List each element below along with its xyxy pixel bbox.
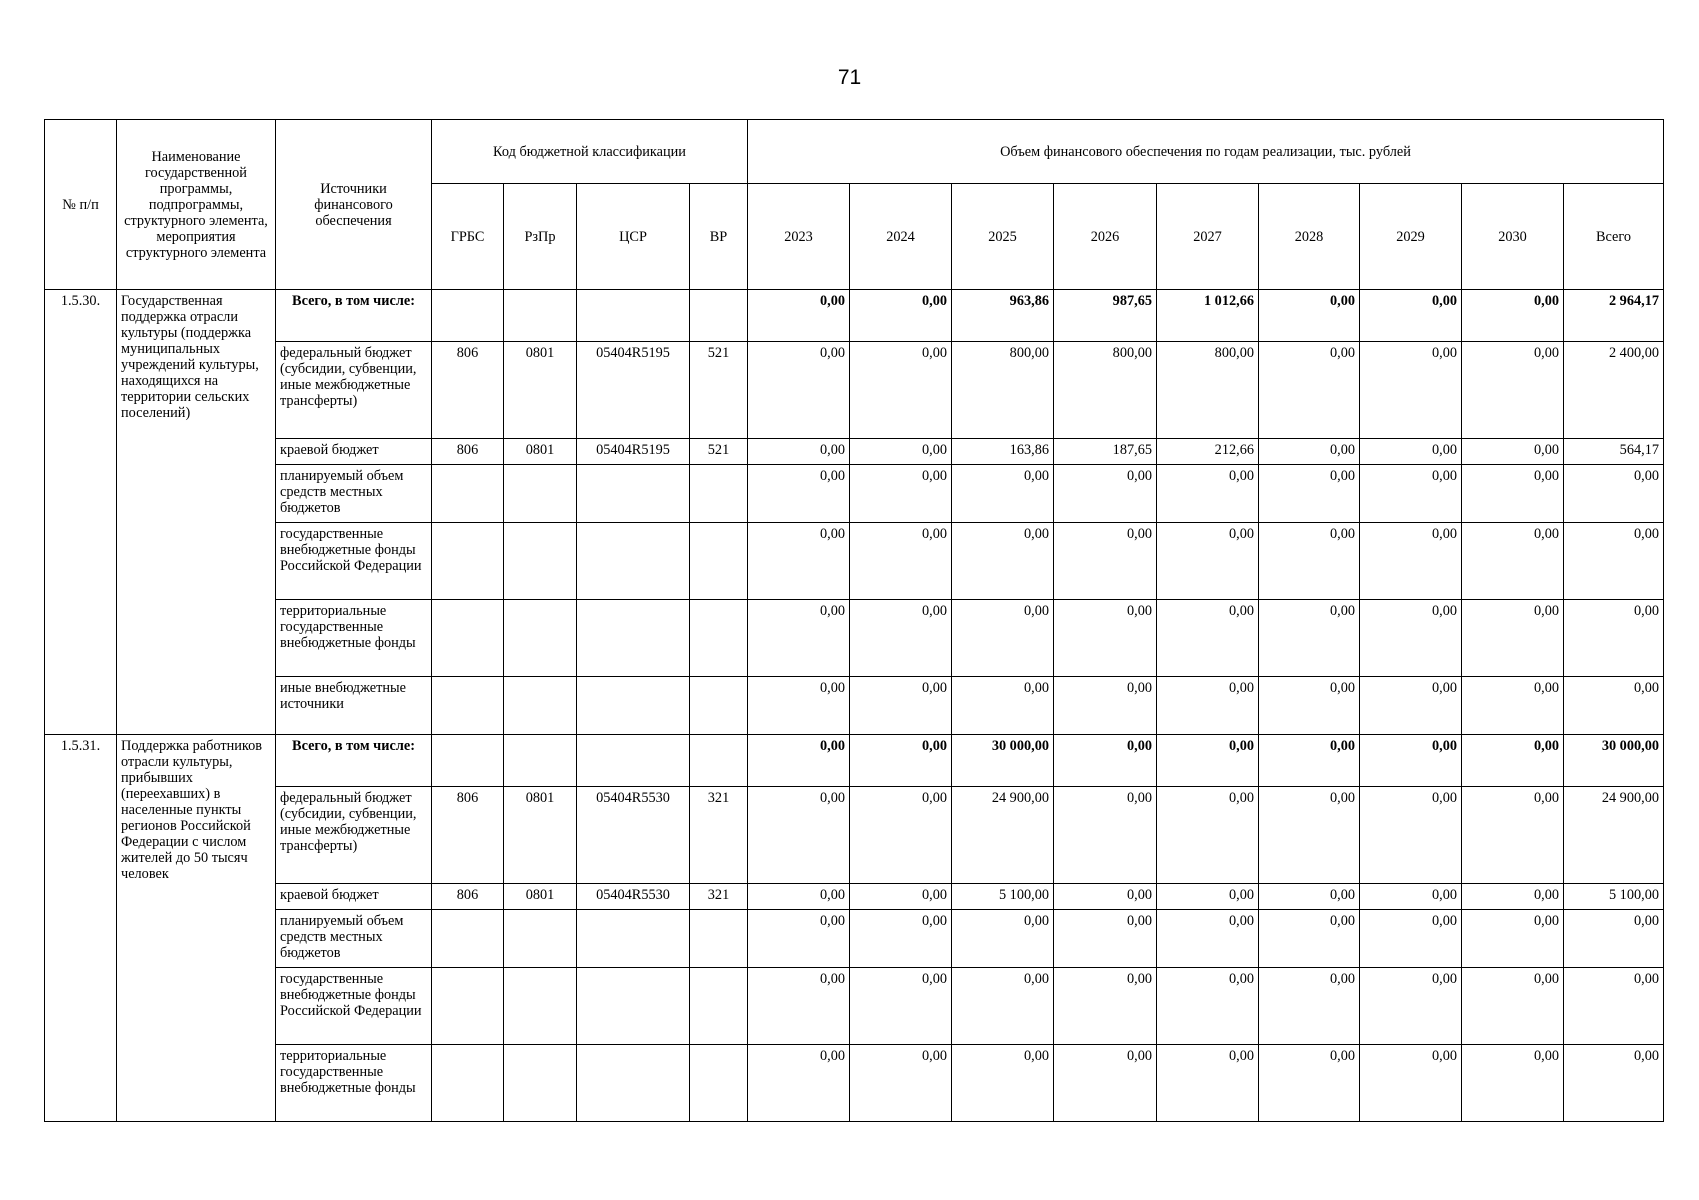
value-cell-2030: 0,00 bbox=[1462, 968, 1564, 1045]
value-cell-2028: 0,00 bbox=[1259, 600, 1360, 677]
value-cell-2027: 212,66 bbox=[1157, 439, 1259, 465]
value-cell-2028: 0,00 bbox=[1259, 787, 1360, 884]
vr-cell: 521 bbox=[690, 342, 748, 439]
grbs-cell: 806 bbox=[432, 884, 504, 910]
value-cell-2028: 0,00 bbox=[1259, 465, 1360, 523]
rzpr-cell: 0801 bbox=[504, 439, 577, 465]
value-cell-2029: 0,00 bbox=[1360, 910, 1462, 968]
section-name: Государственная поддержка отрасли культуры (поддержка муниципальных учреждений культуры, находящихся на территории сельских поселений) bbox=[117, 290, 276, 735]
value-cell-2029: 0,00 bbox=[1360, 968, 1462, 1045]
value-cell-2026: 0,00 bbox=[1054, 968, 1157, 1045]
csr-cell bbox=[577, 968, 690, 1045]
source-cell: федеральный бюджет (субсидии, субвенции, иные межбюджетные трансферты) bbox=[276, 342, 432, 439]
table-row bbox=[45, 677, 1664, 735]
value-cell-2024: 0,00 bbox=[850, 290, 952, 342]
header-total: Всего bbox=[1564, 184, 1664, 290]
value-cell-2025: 0,00 bbox=[952, 677, 1054, 735]
value-cell-total: 0,00 bbox=[1564, 968, 1664, 1045]
table-row bbox=[45, 910, 1664, 968]
value-cell-2030: 0,00 bbox=[1462, 342, 1564, 439]
table-container bbox=[44, 119, 1664, 1122]
value-cell-2027: 0,00 bbox=[1157, 787, 1259, 884]
rzpr-cell bbox=[504, 968, 577, 1045]
rzpr-cell bbox=[504, 523, 577, 600]
source-cell: Всего, в том числе: bbox=[276, 735, 432, 787]
value-cell-2026: 0,00 bbox=[1054, 677, 1157, 735]
csr-cell: 05404R5195 bbox=[577, 439, 690, 465]
source-cell: краевой бюджет bbox=[276, 439, 432, 465]
header-year-2023: 2023 bbox=[748, 184, 850, 290]
rzpr-cell bbox=[504, 290, 577, 342]
rzpr-cell bbox=[504, 677, 577, 735]
vr-cell bbox=[690, 465, 748, 523]
value-cell-2030: 0,00 bbox=[1462, 290, 1564, 342]
header-csr: ЦСР bbox=[577, 184, 690, 290]
vr-cell bbox=[690, 735, 748, 787]
value-cell-2025: 963,86 bbox=[952, 290, 1054, 342]
source-cell: иные внебюджетные источники bbox=[276, 677, 432, 735]
vr-cell bbox=[690, 910, 748, 968]
value-cell-2028: 0,00 bbox=[1259, 910, 1360, 968]
value-cell-total: 0,00 bbox=[1564, 600, 1664, 677]
csr-cell bbox=[577, 910, 690, 968]
value-cell-2027: 0,00 bbox=[1157, 910, 1259, 968]
value-cell-2027: 0,00 bbox=[1157, 523, 1259, 600]
value-cell-2026: 0,00 bbox=[1054, 1045, 1157, 1122]
rzpr-cell bbox=[504, 735, 577, 787]
value-cell-total: 0,00 bbox=[1564, 677, 1664, 735]
section-name: Поддержка работников отрасли культуры, прибывших (переехавших) в населенные пункты регионов Российской Федерации с числом жителей до 50 тысяч человек bbox=[117, 735, 276, 1122]
header-name: Наименование государственной программы, подпрограммы, структурного элемента, мероприятия структурного элемента bbox=[117, 120, 276, 290]
source-cell: федеральный бюджет (субсидии, субвенции, иные межбюджетные трансферты) bbox=[276, 787, 432, 884]
header-year-2029: 2029 bbox=[1360, 184, 1462, 290]
header-year-2025: 2025 bbox=[952, 184, 1054, 290]
value-cell-total: 5 100,00 bbox=[1564, 884, 1664, 910]
source-cell: Всего, в том числе: bbox=[276, 290, 432, 342]
csr-cell bbox=[577, 600, 690, 677]
value-cell-2025: 0,00 bbox=[952, 968, 1054, 1045]
value-cell-2023: 0,00 bbox=[748, 1045, 850, 1122]
value-cell-2024: 0,00 bbox=[850, 910, 952, 968]
value-cell-2027: 800,00 bbox=[1157, 342, 1259, 439]
value-cell-2024: 0,00 bbox=[850, 523, 952, 600]
value-cell-2029: 0,00 bbox=[1360, 600, 1462, 677]
value-cell-2028: 0,00 bbox=[1259, 342, 1360, 439]
value-cell-2026: 800,00 bbox=[1054, 342, 1157, 439]
table-row bbox=[45, 290, 1664, 342]
value-cell-2029: 0,00 bbox=[1360, 787, 1462, 884]
value-cell-total: 0,00 bbox=[1564, 910, 1664, 968]
rzpr-cell: 0801 bbox=[504, 884, 577, 910]
value-cell-2025: 0,00 bbox=[952, 1045, 1054, 1122]
source-cell: планируемый объем средств местных бюджетов bbox=[276, 910, 432, 968]
rzpr-cell bbox=[504, 465, 577, 523]
table-row bbox=[45, 1045, 1664, 1122]
grbs-cell bbox=[432, 677, 504, 735]
value-cell-2026: 0,00 bbox=[1054, 884, 1157, 910]
value-cell-2026: 0,00 bbox=[1054, 735, 1157, 787]
csr-cell bbox=[577, 677, 690, 735]
table-row bbox=[45, 787, 1664, 884]
header-year-2027: 2027 bbox=[1157, 184, 1259, 290]
header-year-2026: 2026 bbox=[1054, 184, 1157, 290]
value-cell-2024: 0,00 bbox=[850, 1045, 952, 1122]
value-cell-2030: 0,00 bbox=[1462, 884, 1564, 910]
vr-cell bbox=[690, 1045, 748, 1122]
header-year-2024: 2024 bbox=[850, 184, 952, 290]
header-vr: ВР bbox=[690, 184, 748, 290]
rzpr-cell: 0801 bbox=[504, 787, 577, 884]
vr-cell bbox=[690, 290, 748, 342]
value-cell-2029: 0,00 bbox=[1360, 465, 1462, 523]
value-cell-2027: 0,00 bbox=[1157, 884, 1259, 910]
value-cell-2030: 0,00 bbox=[1462, 523, 1564, 600]
vr-cell bbox=[690, 523, 748, 600]
value-cell-2029: 0,00 bbox=[1360, 1045, 1462, 1122]
value-cell-2024: 0,00 bbox=[850, 735, 952, 787]
grbs-cell bbox=[432, 1045, 504, 1122]
value-cell-2025: 5 100,00 bbox=[952, 884, 1054, 910]
csr-cell: 05404R5530 bbox=[577, 884, 690, 910]
value-cell-2023: 0,00 bbox=[748, 787, 850, 884]
value-cell-2024: 0,00 bbox=[850, 439, 952, 465]
value-cell-2028: 0,00 bbox=[1259, 968, 1360, 1045]
table-row bbox=[45, 439, 1664, 465]
value-cell-total: 0,00 bbox=[1564, 465, 1664, 523]
value-cell-2023: 0,00 bbox=[748, 439, 850, 465]
source-cell: государственные внебюджетные фонды Российской Федерации bbox=[276, 523, 432, 600]
table-row bbox=[45, 523, 1664, 600]
value-cell-2023: 0,00 bbox=[748, 465, 850, 523]
table-row bbox=[45, 968, 1664, 1045]
value-cell-2027: 1 012,66 bbox=[1157, 290, 1259, 342]
value-cell-2030: 0,00 bbox=[1462, 600, 1564, 677]
grbs-cell bbox=[432, 290, 504, 342]
value-cell-2023: 0,00 bbox=[748, 600, 850, 677]
vr-cell: 321 bbox=[690, 787, 748, 884]
grbs-cell: 806 bbox=[432, 439, 504, 465]
rzpr-cell bbox=[504, 910, 577, 968]
value-cell-2026: 0,00 bbox=[1054, 523, 1157, 600]
header-year-2030: 2030 bbox=[1462, 184, 1564, 290]
vr-cell: 521 bbox=[690, 439, 748, 465]
value-cell-2028: 0,00 bbox=[1259, 523, 1360, 600]
value-cell-total: 0,00 bbox=[1564, 1045, 1664, 1122]
value-cell-total: 24 900,00 bbox=[1564, 787, 1664, 884]
value-cell-2029: 0,00 bbox=[1360, 523, 1462, 600]
value-cell-2030: 0,00 bbox=[1462, 787, 1564, 884]
header-volume-group: Объем финансового обеспечения по годам реализации, тыс. рублей bbox=[748, 120, 1664, 184]
grbs-cell bbox=[432, 465, 504, 523]
value-cell-2030: 0,00 bbox=[1462, 465, 1564, 523]
value-cell-total: 30 000,00 bbox=[1564, 735, 1664, 787]
csr-cell bbox=[577, 465, 690, 523]
value-cell-2026: 187,65 bbox=[1054, 439, 1157, 465]
value-cell-2030: 0,00 bbox=[1462, 735, 1564, 787]
rzpr-cell bbox=[504, 1045, 577, 1122]
value-cell-2023: 0,00 bbox=[748, 968, 850, 1045]
value-cell-2029: 0,00 bbox=[1360, 342, 1462, 439]
rzpr-cell bbox=[504, 600, 577, 677]
csr-cell bbox=[577, 290, 690, 342]
value-cell-2027: 0,00 bbox=[1157, 968, 1259, 1045]
csr-cell bbox=[577, 1045, 690, 1122]
value-cell-2030: 0,00 bbox=[1462, 677, 1564, 735]
value-cell-2029: 0,00 bbox=[1360, 290, 1462, 342]
value-cell-2023: 0,00 bbox=[748, 290, 850, 342]
value-cell-2027: 0,00 bbox=[1157, 677, 1259, 735]
header-grbs: ГРБС bbox=[432, 184, 504, 290]
value-cell-2024: 0,00 bbox=[850, 600, 952, 677]
value-cell-2025: 0,00 bbox=[952, 465, 1054, 523]
header-rzpr: РзПр bbox=[504, 184, 577, 290]
source-cell: краевой бюджет bbox=[276, 884, 432, 910]
value-cell-2027: 0,00 bbox=[1157, 735, 1259, 787]
value-cell-2024: 0,00 bbox=[850, 342, 952, 439]
grbs-cell: 806 bbox=[432, 342, 504, 439]
value-cell-2025: 30 000,00 bbox=[952, 735, 1054, 787]
header-year-2028: 2028 bbox=[1259, 184, 1360, 290]
page-number: 71 bbox=[837, 66, 862, 89]
value-cell-2023: 0,00 bbox=[748, 677, 850, 735]
section-number: 1.5.31. bbox=[45, 735, 117, 1122]
value-cell-2026: 0,00 bbox=[1054, 465, 1157, 523]
header-code-group: Код бюджетной классификации bbox=[432, 120, 748, 184]
csr-cell: 05404R5195 bbox=[577, 342, 690, 439]
source-cell: планируемый объем средств местных бюджетов bbox=[276, 465, 432, 523]
grbs-cell bbox=[432, 523, 504, 600]
table-row bbox=[45, 600, 1664, 677]
grbs-cell bbox=[432, 910, 504, 968]
value-cell-2027: 0,00 bbox=[1157, 1045, 1259, 1122]
table-row bbox=[45, 884, 1664, 910]
vr-cell: 321 bbox=[690, 884, 748, 910]
value-cell-2025: 800,00 bbox=[952, 342, 1054, 439]
value-cell-2023: 0,00 bbox=[748, 523, 850, 600]
value-cell-2024: 0,00 bbox=[850, 787, 952, 884]
value-cell-total: 2 964,17 bbox=[1564, 290, 1664, 342]
source-cell: государственные внебюджетные фонды Российской Федерации bbox=[276, 968, 432, 1045]
table-body bbox=[45, 290, 1664, 1122]
value-cell-2026: 0,00 bbox=[1054, 600, 1157, 677]
source-cell: территориальные государственные внебюджетные фонды bbox=[276, 600, 432, 677]
table-row bbox=[45, 465, 1664, 523]
value-cell-2026: 0,00 bbox=[1054, 787, 1157, 884]
value-cell-2024: 0,00 bbox=[850, 677, 952, 735]
value-cell-total: 0,00 bbox=[1564, 523, 1664, 600]
value-cell-2024: 0,00 bbox=[850, 968, 952, 1045]
value-cell-2029: 0,00 bbox=[1360, 735, 1462, 787]
value-cell-2028: 0,00 bbox=[1259, 677, 1360, 735]
value-cell-2027: 0,00 bbox=[1157, 600, 1259, 677]
grbs-cell: 806 bbox=[432, 787, 504, 884]
value-cell-2025: 0,00 bbox=[952, 523, 1054, 600]
value-cell-total: 2 400,00 bbox=[1564, 342, 1664, 439]
grbs-cell bbox=[432, 600, 504, 677]
value-cell-2028: 0,00 bbox=[1259, 884, 1360, 910]
csr-cell: 05404R5530 bbox=[577, 787, 690, 884]
value-cell-2023: 0,00 bbox=[748, 910, 850, 968]
grbs-cell bbox=[432, 968, 504, 1045]
value-cell-2026: 987,65 bbox=[1054, 290, 1157, 342]
value-cell-2028: 0,00 bbox=[1259, 735, 1360, 787]
value-cell-2023: 0,00 bbox=[748, 884, 850, 910]
value-cell-2023: 0,00 bbox=[748, 735, 850, 787]
vr-cell bbox=[690, 600, 748, 677]
vr-cell bbox=[690, 677, 748, 735]
value-cell-2029: 0,00 bbox=[1360, 884, 1462, 910]
value-cell-2030: 0,00 bbox=[1462, 910, 1564, 968]
table-row bbox=[45, 342, 1664, 439]
header-num: № п/п bbox=[45, 120, 117, 290]
value-cell-2026: 0,00 bbox=[1054, 910, 1157, 968]
rzpr-cell: 0801 bbox=[504, 342, 577, 439]
grbs-cell bbox=[432, 735, 504, 787]
value-cell-total: 564,17 bbox=[1564, 439, 1664, 465]
table-row bbox=[45, 735, 1664, 787]
value-cell-2028: 0,00 bbox=[1259, 1045, 1360, 1122]
value-cell-2028: 0,00 bbox=[1259, 290, 1360, 342]
csr-cell bbox=[577, 735, 690, 787]
value-cell-2030: 0,00 bbox=[1462, 1045, 1564, 1122]
value-cell-2029: 0,00 bbox=[1360, 439, 1462, 465]
csr-cell bbox=[577, 523, 690, 600]
value-cell-2025: 24 900,00 bbox=[952, 787, 1054, 884]
value-cell-2029: 0,00 bbox=[1360, 677, 1462, 735]
header-source: Источники финансового обеспечения bbox=[276, 120, 432, 290]
budget-table bbox=[44, 119, 1664, 1122]
source-cell: территориальные государственные внебюджетные фонды bbox=[276, 1045, 432, 1122]
value-cell-2025: 0,00 bbox=[952, 910, 1054, 968]
value-cell-2025: 0,00 bbox=[952, 600, 1054, 677]
value-cell-2023: 0,00 bbox=[748, 342, 850, 439]
value-cell-2030: 0,00 bbox=[1462, 439, 1564, 465]
value-cell-2024: 0,00 bbox=[850, 884, 952, 910]
value-cell-2027: 0,00 bbox=[1157, 465, 1259, 523]
value-cell-2025: 163,86 bbox=[952, 439, 1054, 465]
value-cell-2024: 0,00 bbox=[850, 465, 952, 523]
section-number: 1.5.30. bbox=[45, 290, 117, 735]
value-cell-2028: 0,00 bbox=[1259, 439, 1360, 465]
vr-cell bbox=[690, 968, 748, 1045]
